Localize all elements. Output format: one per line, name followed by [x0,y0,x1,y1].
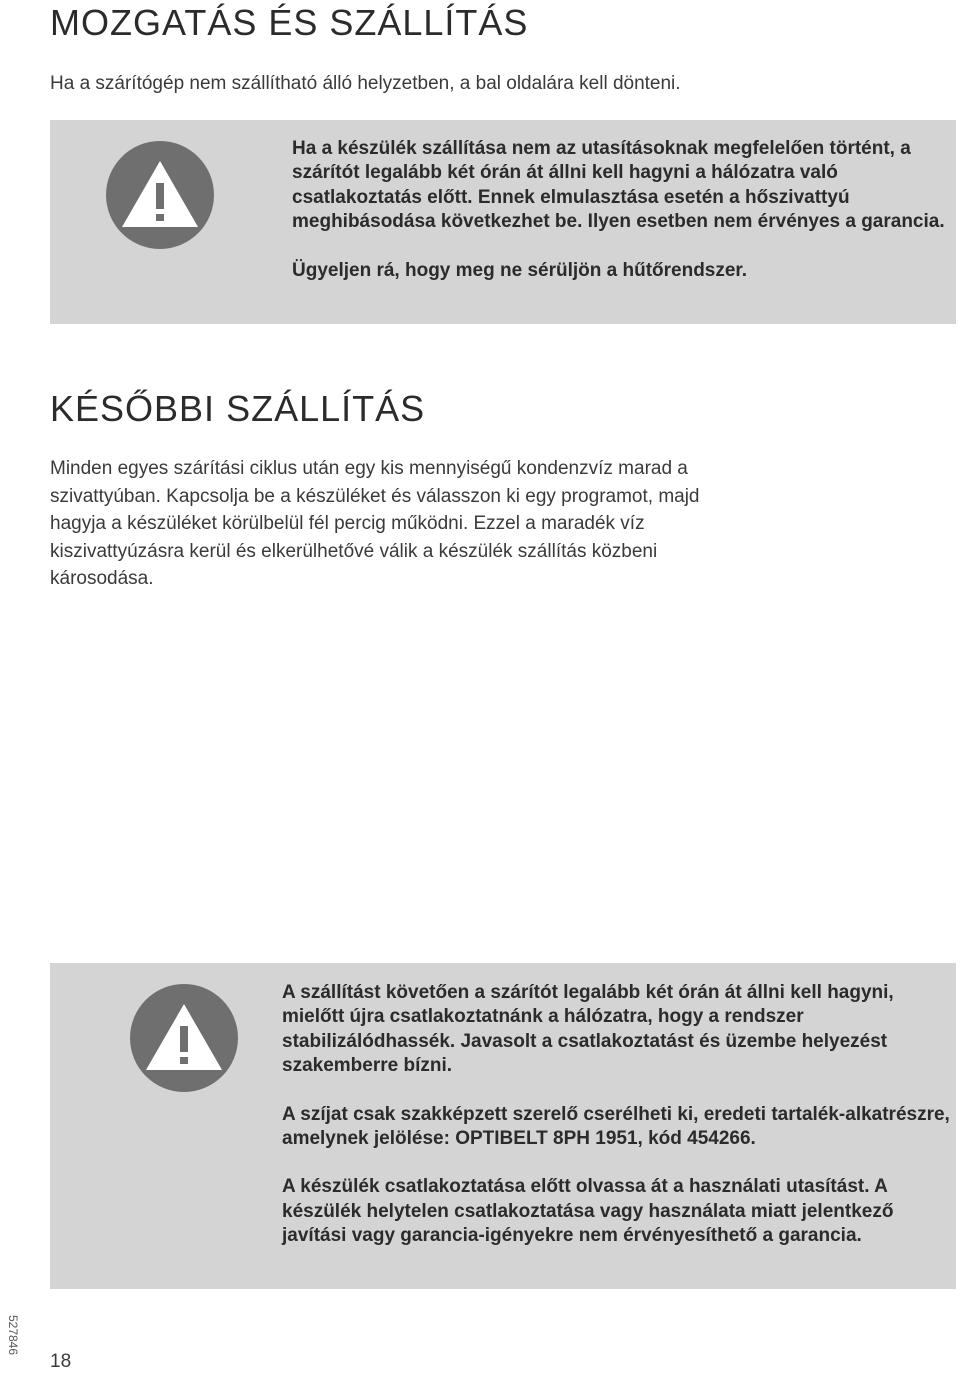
warning-paragraph: A szállítást követően a szárítót legalább két órán át állni kell hagyni, mielőtt újra csatlakoztatnánk a hálózatra, hogy a rendszer stabilizálódhassék. Javasolt a csatlakoztatást és üzembe helyezést szakemberre bízni. [282,982,894,1077]
page-number: 18 [50,1351,72,1372]
later-transport-body: Minden egyes szárítási ciklus után egy kis mennyiségű kondenzvíz marad a szivattyúban. Kapcsolja be a készüléket és válasszon ki egy programot, majd hagyja a készüléket körülbelül fél percig működni. Ezzel a maradék víz kiszivattyúzásra kerül és elkerülhetővé válik a készülék szállítás közbeni károsodása. [50,458,700,590]
warning-text [282,981,952,1249]
section-title-later-transport: KÉSŐBBI SZÁLLÍTÁS [50,388,426,429]
warning-box-after-transport [50,963,956,1289]
warning-paragraph: Ügyeljen rá, hogy meg ne sérüljön a hűtőrendszer. [292,259,748,281]
warning-paragraph: Ha a készülék szállítása nem az utasításoknak megfelelően történt, a szárítót legalább két órán át állni kell hagyni a hálózatra való csatlakoztatás előtt. Ennek elmulasztása esetén a hőszivattyú meghibásodása következhet be. Ilyen esetben nem érvényes a garancia. [292,138,945,233]
warning-text [292,137,952,283]
section-title-moving: MOZGATÁS ÉS SZÁLLÍTÁS [50,2,529,43]
warning-exclamation-icon [106,141,214,249]
moving-intro-text: Ha a szárítógép nem szállítható álló helyzetben, a bal oldalára kell dönteni. [50,73,681,94]
warning-box-transport [50,120,956,324]
document-code: 527846 [6,1314,21,1356]
warning-paragraph: A készülék csatlakoztatása előtt olvassa át a használati utasítást. A készülék helytelen csatlakoztatása vagy használata miatt jelentkező javítási vagy garancia-igényekre nem érvényesíthető a garancia. [282,1176,894,1247]
warning-paragraph: A szíjat csak szakképzett szerelő cserélheti ki, eredeti tartalék-alkatrészre, amelynek jelölése: OPTIBELT 8PH 1951, kód 454266. [282,1103,950,1150]
warning-exclamation-icon [130,984,238,1092]
